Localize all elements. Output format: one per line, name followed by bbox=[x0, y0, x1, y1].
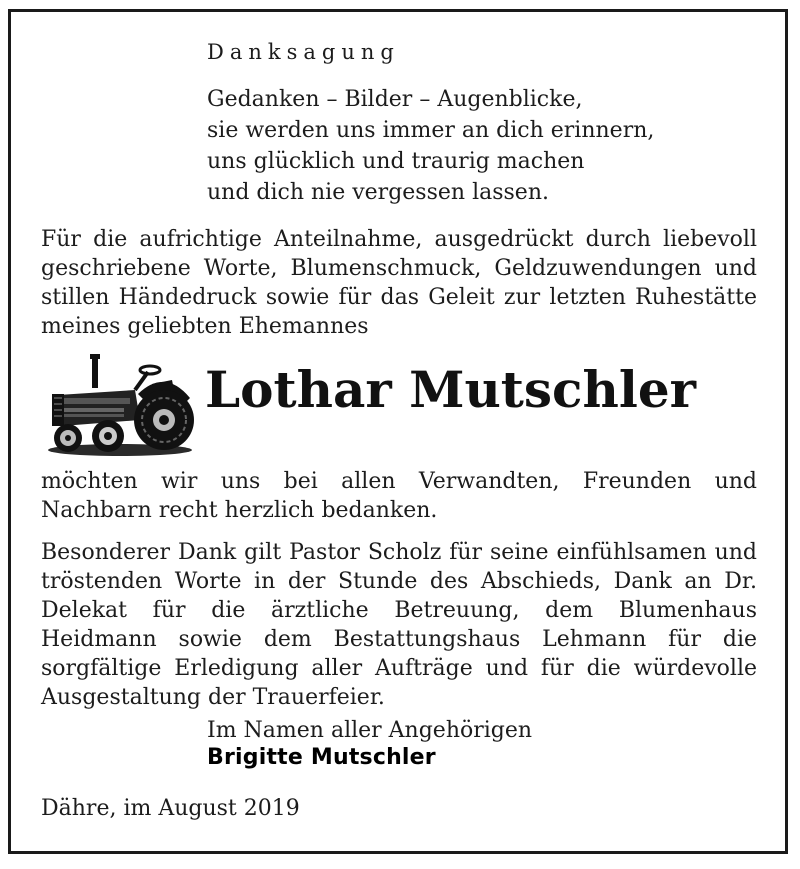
signature-name: Brigitte Mutschler bbox=[207, 745, 436, 770]
poem-line: und dich nie vergessen lassen. bbox=[207, 180, 549, 205]
tractor-icon bbox=[40, 350, 195, 460]
thanks-paragraph: möchten wir uns bei allen Verwandten, Freunden und Nachbarn recht herzlich bedanken. bbox=[41, 469, 757, 523]
poem-line: Gedanken – Bilder – Augenblicke, bbox=[207, 87, 583, 112]
poem-line: sie werden uns immer an dich erinnern, bbox=[207, 118, 655, 143]
signature-intro: Im Namen aller Angehörigen bbox=[207, 718, 533, 743]
thanks-intro-paragraph: Für die aufrichtige Anteilnahme, ausgedrückt durch liebevoll geschriebene Worte, Blumenschmuck, Geldzuwendungen und stillen Händedruck sowie für das Geleit zur letzten Ruhestätte meines geliebten Ehemannes bbox=[41, 227, 757, 339]
notice-heading: Danksagung bbox=[207, 40, 400, 64]
deceased-name: Lothar Mutschler bbox=[205, 360, 696, 419]
special-thanks-paragraph: Besonderer Dank gilt Pastor Scholz für seine einfühlsamen und tröstenden Worte in der Stunde des Abschieds, Dank an Dr. Delekat für die ärztliche Betreuung, dem Blumenhaus Heidmann sowie dem Bestattungshaus Lehmann für die sorgfältige Erledigung aller Aufträge und für die würdevolle Ausgestaltung der Trauerfeier. bbox=[41, 540, 757, 710]
place-date: Dähre, im August 2019 bbox=[41, 796, 300, 821]
poem-line: uns glücklich und traurig machen bbox=[207, 149, 585, 174]
poem bbox=[207, 84, 654, 208]
